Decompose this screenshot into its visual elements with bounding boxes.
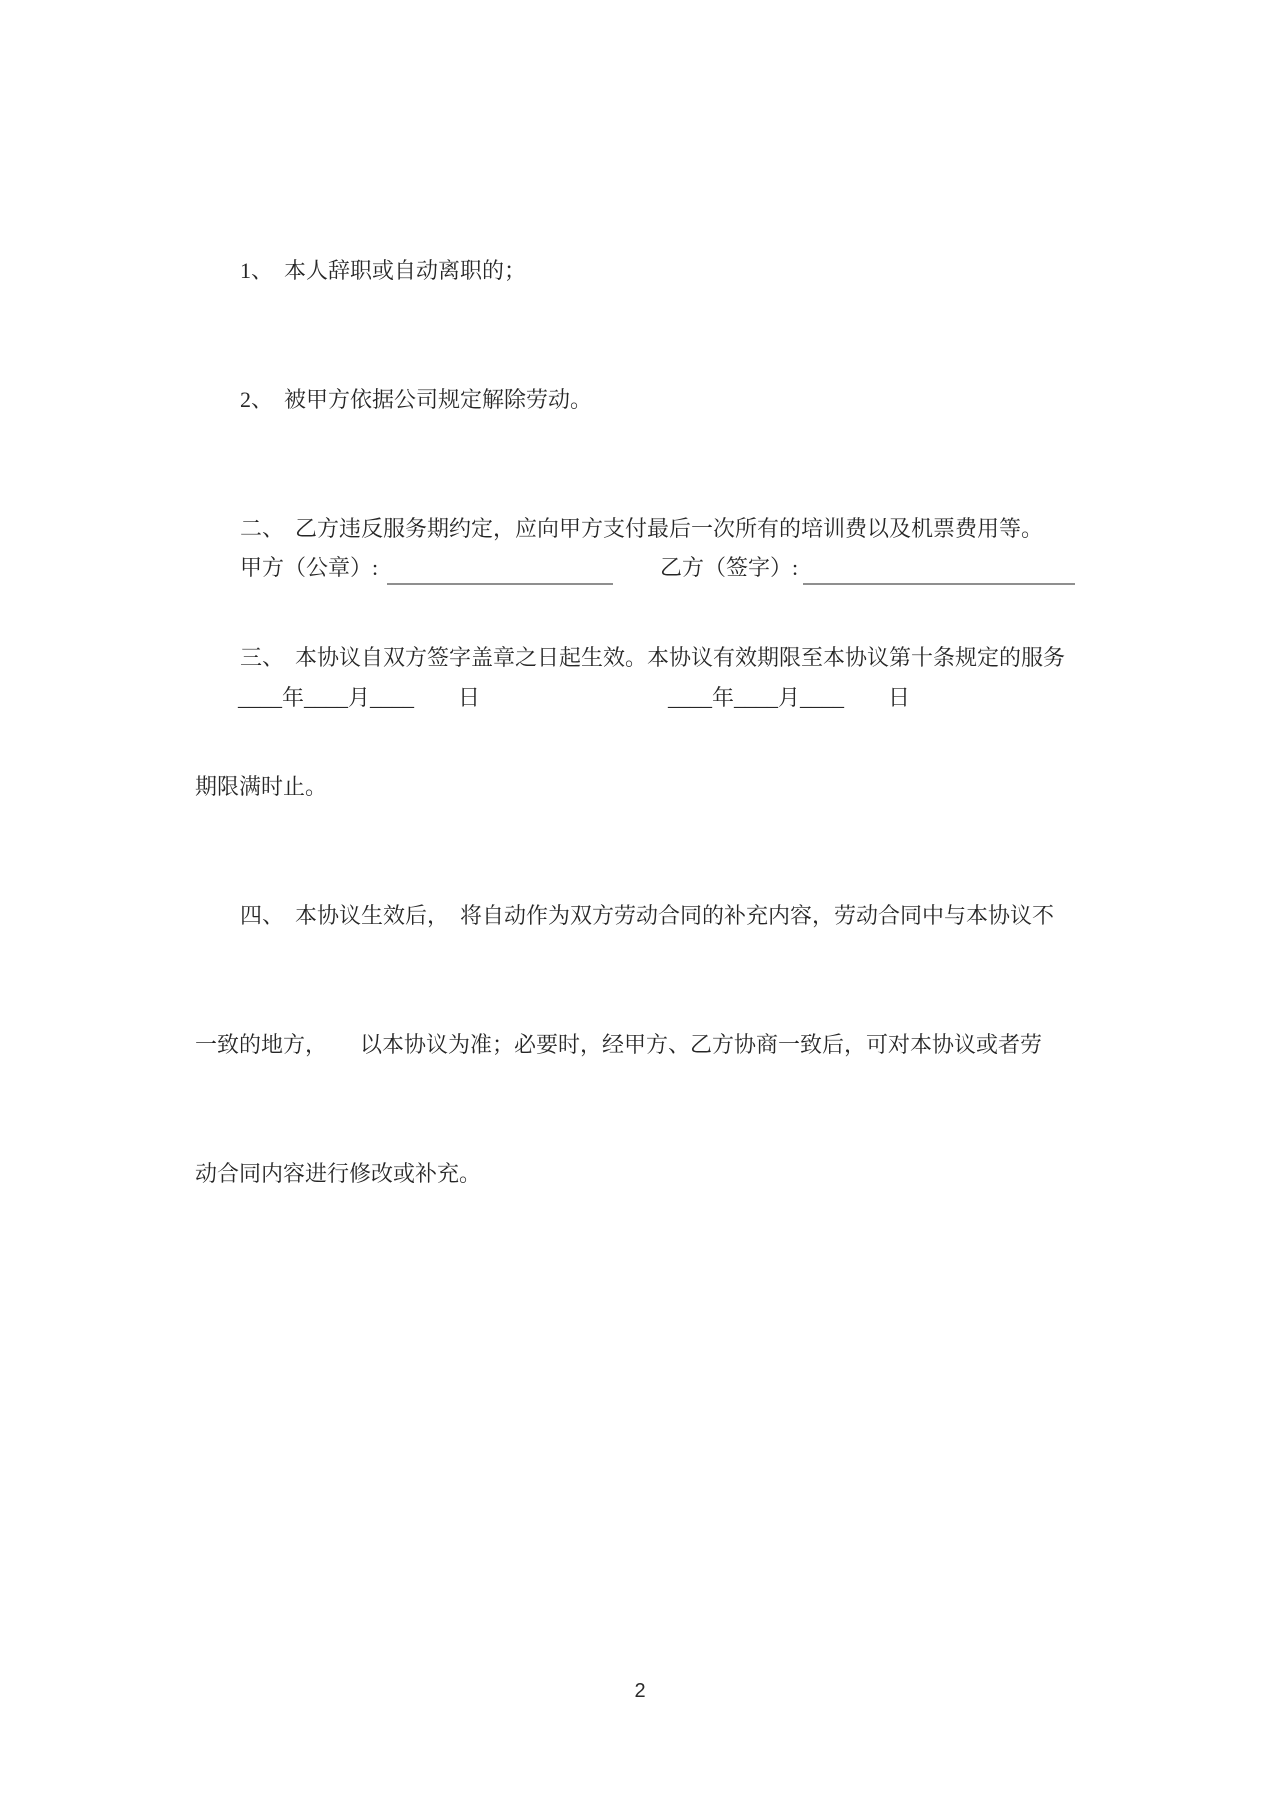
document-body — [195, 163, 1090, 1281]
party-a-signature-blank[interactable] — [387, 554, 613, 585]
party-b-signature-blank[interactable] — [803, 554, 1075, 585]
party-a-date-blank: ____年____月____ 日 — [238, 685, 481, 710]
page-number: 2 — [634, 1680, 646, 1702]
signature-row — [195, 546, 1135, 590]
clause-three-line-1: 三、 本协议自双方签字盖章之日起生效。本协议有效期限至本协议第十条规定的服务 — [240, 645, 1066, 670]
party-a-seal-label: 甲方（公章）: — [240, 555, 379, 580]
party-b-date-blank: ____年____月____ 日 — [668, 685, 911, 710]
clause-three-line-2: 期限满时止。 — [195, 774, 328, 799]
clause-item-2: 2、 被甲方依据公司规定解除劳动。 — [240, 387, 593, 412]
clause-four-line-3: 动合同内容进行修改或补充。 — [195, 1161, 482, 1186]
clause-four-line-1: 四、 本协议生效后， 将自动作为双方劳动合同的补充内容，劳动合同中与本协议不 — [240, 903, 1055, 928]
clause-four-line-2: 一致的地方， 以本协议为准；必要时，经甲方、乙方协商一致后，可对本协议或者劳 — [195, 1032, 1043, 1057]
date-row — [195, 676, 1135, 719]
clause-item-1: 1、 本人辞职或自动离职的； — [240, 258, 527, 283]
party-b-sign-label: 乙方（签字）: — [660, 555, 799, 580]
clause-two: 二、 乙方违反服务期约定，应向甲方支付最后一次所有的培训费以及机票费用等。 — [240, 516, 1044, 541]
